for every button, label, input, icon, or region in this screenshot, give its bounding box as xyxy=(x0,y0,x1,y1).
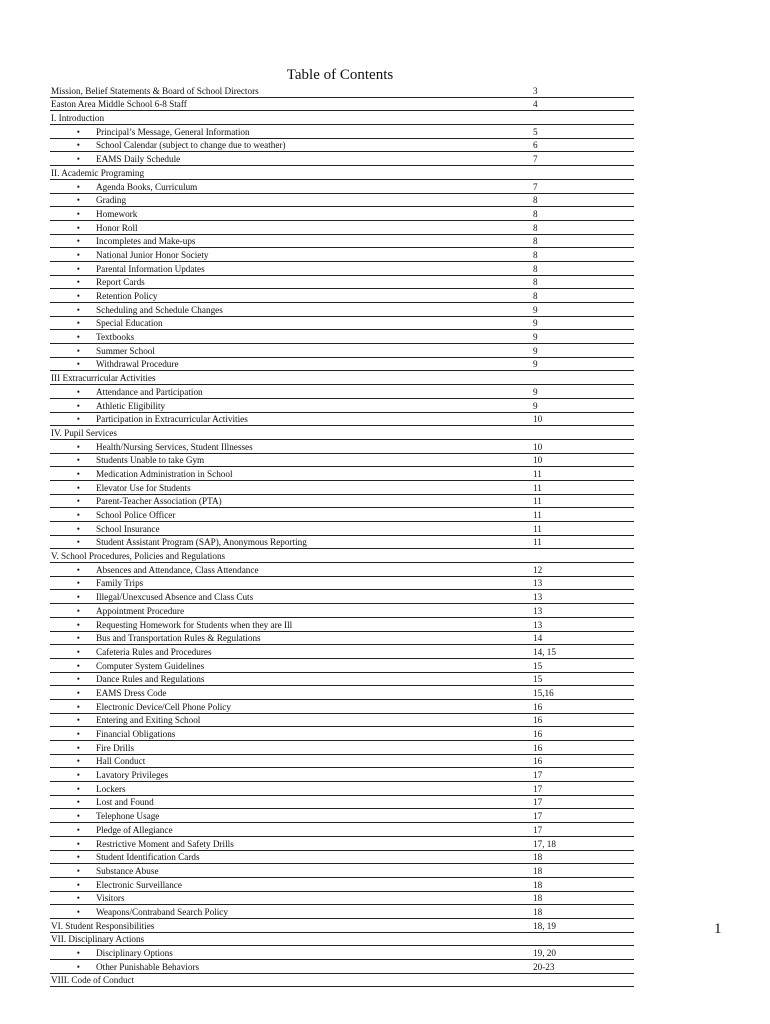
toc-section-title: IV. Pupil Services xyxy=(50,426,532,440)
toc-page-number: 8 xyxy=(532,261,634,275)
bullet-icon: • xyxy=(50,303,96,317)
toc-entry-title: Bus and Transportation Rules & Regulations xyxy=(96,631,532,645)
bullet-icon: • xyxy=(50,795,96,809)
toc-entry-title: Disciplinary Options xyxy=(96,946,532,960)
toc-section-row xyxy=(50,166,634,180)
toc-entry-title: Health/Nursing Services, Student Illnesses xyxy=(96,439,532,453)
toc-page-number: 17, 18 xyxy=(532,836,634,850)
toc-row xyxy=(50,535,634,549)
bullet-icon: • xyxy=(50,220,96,234)
toc-entry-title: Mission, Belief Statements & Board of School Directors xyxy=(50,84,532,97)
toc-entry-title: Elevator Use for Students xyxy=(96,480,532,494)
toc-row xyxy=(50,398,634,412)
toc-row xyxy=(50,289,634,303)
toc-entry-title: Incompletes and Make-ups xyxy=(96,234,532,248)
toc-page-number: 18 xyxy=(532,850,634,864)
toc-page-number xyxy=(532,111,634,125)
toc-section-title: VII. Disciplinary Actions xyxy=(50,932,532,946)
toc-section-row xyxy=(50,371,634,385)
bullet-icon: • xyxy=(50,193,96,207)
bullet-icon: • xyxy=(50,275,96,289)
toc-page-number: 9 xyxy=(532,330,634,344)
toc-section-title: VI. Student Responsibilities xyxy=(50,918,532,932)
toc-row xyxy=(50,809,634,823)
bullet-icon: • xyxy=(50,727,96,741)
toc-page-number: 19, 20 xyxy=(532,946,634,960)
toc-page-number: 8 xyxy=(532,220,634,234)
toc-page-number: 15,16 xyxy=(532,686,634,700)
toc-entry-title: Honor Roll xyxy=(96,220,532,234)
bullet-icon: • xyxy=(50,713,96,727)
bullet-icon: • xyxy=(50,138,96,152)
toc-page-number: 13 xyxy=(532,604,634,618)
toc-page-number: 15 xyxy=(532,672,634,686)
bullet-icon: • xyxy=(50,125,96,139)
toc-section-row xyxy=(50,549,634,563)
toc-page-number: 17 xyxy=(532,809,634,823)
toc-page-number: 10 xyxy=(532,412,634,426)
bullet-icon: • xyxy=(50,768,96,782)
toc-page-number xyxy=(532,426,634,440)
bullet-icon: • xyxy=(50,412,96,426)
toc-entry-title: EAMS Dress Code xyxy=(96,686,532,700)
toc-page-number: 16 xyxy=(532,741,634,755)
toc-row xyxy=(50,877,634,891)
bullet-icon: • xyxy=(50,864,96,878)
bullet-icon: • xyxy=(50,494,96,508)
toc-entry-title: Lockers xyxy=(96,782,532,796)
toc-row xyxy=(50,686,634,700)
toc-entry-title: School Calendar (subject to change due to weather) xyxy=(96,138,532,152)
toc-page-number: 11 xyxy=(532,467,634,481)
bullet-icon: • xyxy=(50,617,96,631)
toc-entry-title: Lavatory Privileges xyxy=(96,768,532,782)
toc-page-number: 17 xyxy=(532,823,634,837)
bullet-icon: • xyxy=(50,699,96,713)
toc-section-title: I. Introduction xyxy=(50,111,532,125)
bullet-icon: • xyxy=(50,658,96,672)
bullet-icon: • xyxy=(50,357,96,371)
toc-row xyxy=(50,385,634,399)
toc-page-number: 17 xyxy=(532,795,634,809)
toc-section-row xyxy=(50,973,634,987)
toc-entry-title: Agenda Books, Curriculum xyxy=(96,179,532,193)
toc-page-number: 4 xyxy=(532,97,634,111)
toc-entry-title: Hall Conduct xyxy=(96,754,532,768)
toc-entry-title: Parent-Teacher Association (PTA) xyxy=(96,494,532,508)
bullet-icon: • xyxy=(50,905,96,919)
bullet-icon: • xyxy=(50,344,96,358)
toc-row xyxy=(50,727,634,741)
bullet-icon: • xyxy=(50,754,96,768)
toc-page-number: 9 xyxy=(532,357,634,371)
toc-entry-title: Report Cards xyxy=(96,275,532,289)
toc-entry-title: Illegal/Unexcused Absence and Class Cuts xyxy=(96,590,532,604)
toc-row xyxy=(50,672,634,686)
toc-page-number: 12 xyxy=(532,563,634,577)
toc-page-number: 11 xyxy=(532,480,634,494)
toc-entry-title: Grading xyxy=(96,193,532,207)
toc-row xyxy=(50,754,634,768)
toc-row xyxy=(50,823,634,837)
toc-row xyxy=(50,946,634,960)
toc-row xyxy=(50,344,634,358)
toc-page-number xyxy=(532,932,634,946)
bullet-icon: • xyxy=(50,877,96,891)
toc-entry-title: Appointment Procedure xyxy=(96,604,532,618)
toc-page-number: 6 xyxy=(532,138,634,152)
toc-entry-title: Student Assistant Program (SAP), Anonymous Reporting xyxy=(96,535,532,549)
toc-page-number xyxy=(532,973,634,987)
toc-row xyxy=(50,207,634,221)
toc-row xyxy=(50,864,634,878)
bullet-icon: • xyxy=(50,398,96,412)
toc-page-number: 14, 15 xyxy=(532,645,634,659)
toc-entry-title: Lost and Found xyxy=(96,795,532,809)
toc-row xyxy=(50,631,634,645)
toc-row xyxy=(50,97,634,111)
bullet-icon: • xyxy=(50,850,96,864)
toc-section-title: VIII. Code of Conduct xyxy=(50,973,532,987)
toc-page-number: 13 xyxy=(532,617,634,631)
toc-page-number: 15 xyxy=(532,658,634,672)
toc-row xyxy=(50,850,634,864)
toc-entry-title: Electronic Surveillance xyxy=(96,877,532,891)
toc-row xyxy=(50,508,634,522)
toc-page-number: 11 xyxy=(532,522,634,536)
toc-entry-title: Computer System Guidelines xyxy=(96,658,532,672)
toc-entry-title: Textbooks xyxy=(96,330,532,344)
toc-row xyxy=(50,152,634,166)
page-title: Table of Contents xyxy=(286,67,394,83)
bullet-icon: • xyxy=(50,809,96,823)
toc-page-number: 9 xyxy=(532,316,634,330)
bullet-icon: • xyxy=(50,741,96,755)
toc-page-number: 8 xyxy=(532,207,634,221)
bullet-icon: • xyxy=(50,891,96,905)
toc-entry-title: School Insurance xyxy=(96,522,532,536)
toc-page-number: 17 xyxy=(532,782,634,796)
toc-row xyxy=(50,563,634,577)
toc-page-number: 8 xyxy=(532,193,634,207)
toc-entry-title: School Police Officer xyxy=(96,508,532,522)
toc-row xyxy=(50,138,634,152)
bullet-icon: • xyxy=(50,960,96,974)
toc-entry-title: Requesting Homework for Students when they are Ill xyxy=(96,617,532,631)
toc-row xyxy=(50,357,634,371)
toc-entry-title: Financial Obligations xyxy=(96,727,532,741)
toc-page-number: 13 xyxy=(532,590,634,604)
bullet-icon: • xyxy=(50,604,96,618)
toc-page-number: 10 xyxy=(532,453,634,467)
bullet-icon: • xyxy=(50,234,96,248)
toc-page-number: 3 xyxy=(532,84,634,97)
toc-row xyxy=(50,220,634,234)
toc-page-number: 14 xyxy=(532,631,634,645)
bullet-icon: • xyxy=(50,152,96,166)
bullet-icon: • xyxy=(50,576,96,590)
toc-row xyxy=(50,125,634,139)
toc-entry-title: Electronic Device/Cell Phone Policy xyxy=(96,699,532,713)
toc-page-number: 8 xyxy=(532,289,634,303)
bullet-icon: • xyxy=(50,508,96,522)
bullet-icon: • xyxy=(50,316,96,330)
toc-entry-title: Medication Administration in School xyxy=(96,467,532,481)
toc-entry-title: Cafeteria Rules and Procedures xyxy=(96,645,532,659)
toc-entry-title: Fire Drills xyxy=(96,741,532,755)
toc-row xyxy=(50,905,634,919)
toc-page-number: 13 xyxy=(532,576,634,590)
toc-entry-title: Pledge of Allegiance xyxy=(96,823,532,837)
toc-section-row xyxy=(50,426,634,440)
toc-page-number: 16 xyxy=(532,713,634,727)
toc-page-number: 8 xyxy=(532,234,634,248)
toc-section-title: III Extracurricular Activities xyxy=(50,371,532,385)
toc-section-row xyxy=(50,111,634,125)
toc-row xyxy=(50,658,634,672)
toc-row xyxy=(50,576,634,590)
bullet-icon: • xyxy=(50,823,96,837)
toc-page-number: 16 xyxy=(532,754,634,768)
toc-section-title: V. School Procedures, Policies and Regulations xyxy=(50,549,532,563)
toc-row xyxy=(50,836,634,850)
toc-page-number xyxy=(532,549,634,563)
bullet-icon: • xyxy=(50,522,96,536)
bullet-icon: • xyxy=(50,480,96,494)
toc-entry-title: National Junior Honor Society xyxy=(96,248,532,262)
bullet-icon: • xyxy=(50,467,96,481)
toc-page-number: 8 xyxy=(532,248,634,262)
toc-row xyxy=(50,453,634,467)
toc-entry-title: Parental Information Updates xyxy=(96,261,532,275)
toc-row xyxy=(50,645,634,659)
toc-entry-title: Athletic Eligibility xyxy=(96,398,532,412)
toc-row xyxy=(50,412,634,426)
toc-row xyxy=(50,261,634,275)
toc-entry-title: Weapons/Contraband Search Policy xyxy=(96,905,532,919)
toc-row xyxy=(50,590,634,604)
bullet-icon: • xyxy=(50,248,96,262)
toc-row xyxy=(50,193,634,207)
toc-row xyxy=(50,795,634,809)
toc-entry-title: Participation in Extracurricular Activities xyxy=(96,412,532,426)
table-of-contents xyxy=(50,84,634,987)
bullet-icon: • xyxy=(50,179,96,193)
bullet-icon: • xyxy=(50,672,96,686)
bullet-icon: • xyxy=(50,385,96,399)
toc-entry-title: Withdrawal Procedure xyxy=(96,357,532,371)
toc-page-number: 7 xyxy=(532,179,634,193)
toc-page-number xyxy=(532,371,634,385)
toc-entry-title: Special Education xyxy=(96,316,532,330)
bullet-icon: • xyxy=(50,439,96,453)
bullet-icon: • xyxy=(50,453,96,467)
toc-page-number: 8 xyxy=(532,275,634,289)
toc-page-number: 9 xyxy=(532,385,634,399)
toc-row xyxy=(50,522,634,536)
toc-page-number: 9 xyxy=(532,303,634,317)
bullet-icon: • xyxy=(50,782,96,796)
toc-page-number xyxy=(532,166,634,180)
toc-page-number: 9 xyxy=(532,344,634,358)
toc-row xyxy=(50,248,634,262)
bullet-icon: • xyxy=(50,645,96,659)
toc-page-number: 18 xyxy=(532,877,634,891)
toc-page-number: 11 xyxy=(532,494,634,508)
toc-page-number: 16 xyxy=(532,699,634,713)
toc-row xyxy=(50,84,634,97)
bullet-icon: • xyxy=(50,631,96,645)
toc-page-number: 18 xyxy=(532,905,634,919)
toc-page-number: 17 xyxy=(532,768,634,782)
bullet-icon: • xyxy=(50,590,96,604)
toc-entry-title: Telephone Usage xyxy=(96,809,532,823)
toc-entry-title: Other Punishable Behaviors xyxy=(96,960,532,974)
toc-row xyxy=(50,330,634,344)
toc-row xyxy=(50,275,634,289)
toc-body xyxy=(50,84,634,987)
toc-row xyxy=(50,179,634,193)
toc-row xyxy=(50,768,634,782)
toc-entry-title: Visitors xyxy=(96,891,532,905)
toc-entry-title: Summer School xyxy=(96,344,532,358)
toc-row xyxy=(50,741,634,755)
toc-section-row xyxy=(50,918,634,932)
toc-section-row xyxy=(50,932,634,946)
bullet-icon: • xyxy=(50,289,96,303)
toc-entry-title: Scheduling and Schedule Changes xyxy=(96,303,532,317)
toc-entry-title: Easton Area Middle School 6-8 Staff xyxy=(50,97,532,111)
toc-entry-title: Attendance and Participation xyxy=(96,385,532,399)
bullet-icon: • xyxy=(50,686,96,700)
toc-row xyxy=(50,303,634,317)
toc-entry-title: Students Unable to take Gym xyxy=(96,453,532,467)
toc-page-number: 7 xyxy=(532,152,634,166)
toc-page-number: 18 xyxy=(532,864,634,878)
toc-section-title: II. Academic Programing xyxy=(50,166,532,180)
toc-row xyxy=(50,467,634,481)
toc-entry-title: Entering and Exiting School xyxy=(96,713,532,727)
toc-row xyxy=(50,316,634,330)
toc-page-number: 20-23 xyxy=(532,960,634,974)
toc-page-number: 9 xyxy=(532,398,634,412)
bullet-icon: • xyxy=(50,836,96,850)
toc-row xyxy=(50,480,634,494)
toc-entry-title: Restrictive Moment and Safety Drills xyxy=(96,836,532,850)
toc-page-number: 11 xyxy=(532,508,634,522)
toc-entry-title: EAMS Daily Schedule xyxy=(96,152,532,166)
toc-entry-title: Substance Abuse xyxy=(96,864,532,878)
toc-page-number: 16 xyxy=(532,727,634,741)
bullet-icon: • xyxy=(50,207,96,221)
bullet-icon: • xyxy=(50,261,96,275)
toc-page-number: 11 xyxy=(532,535,634,549)
page-number: 1 xyxy=(714,921,722,937)
toc-entry-title: Student Identification Cards xyxy=(96,850,532,864)
toc-entry-title: Absences and Attendance, Class Attendance xyxy=(96,563,532,577)
toc-row xyxy=(50,960,634,974)
toc-row xyxy=(50,439,634,453)
toc-page-number: 5 xyxy=(532,125,634,139)
toc-row xyxy=(50,617,634,631)
toc-entry-title: Principal’s Message, General Information xyxy=(96,125,532,139)
bullet-icon: • xyxy=(50,563,96,577)
toc-row xyxy=(50,891,634,905)
toc-entry-title: Family Trips xyxy=(96,576,532,590)
toc-entry-title: Homework xyxy=(96,207,532,221)
bullet-icon: • xyxy=(50,946,96,960)
toc-row xyxy=(50,494,634,508)
toc-page-number: 10 xyxy=(532,439,634,453)
toc-row xyxy=(50,604,634,618)
toc-entry-title: Dance Rules and Regulations xyxy=(96,672,532,686)
toc-page-number: 18 xyxy=(532,891,634,905)
bullet-icon: • xyxy=(50,535,96,549)
toc-row xyxy=(50,699,634,713)
toc-row xyxy=(50,234,634,248)
toc-page-number: 18, 19 xyxy=(532,918,634,932)
toc-row xyxy=(50,713,634,727)
toc-entry-title: Retention Policy xyxy=(96,289,532,303)
toc-row xyxy=(50,782,634,796)
bullet-icon: • xyxy=(50,330,96,344)
